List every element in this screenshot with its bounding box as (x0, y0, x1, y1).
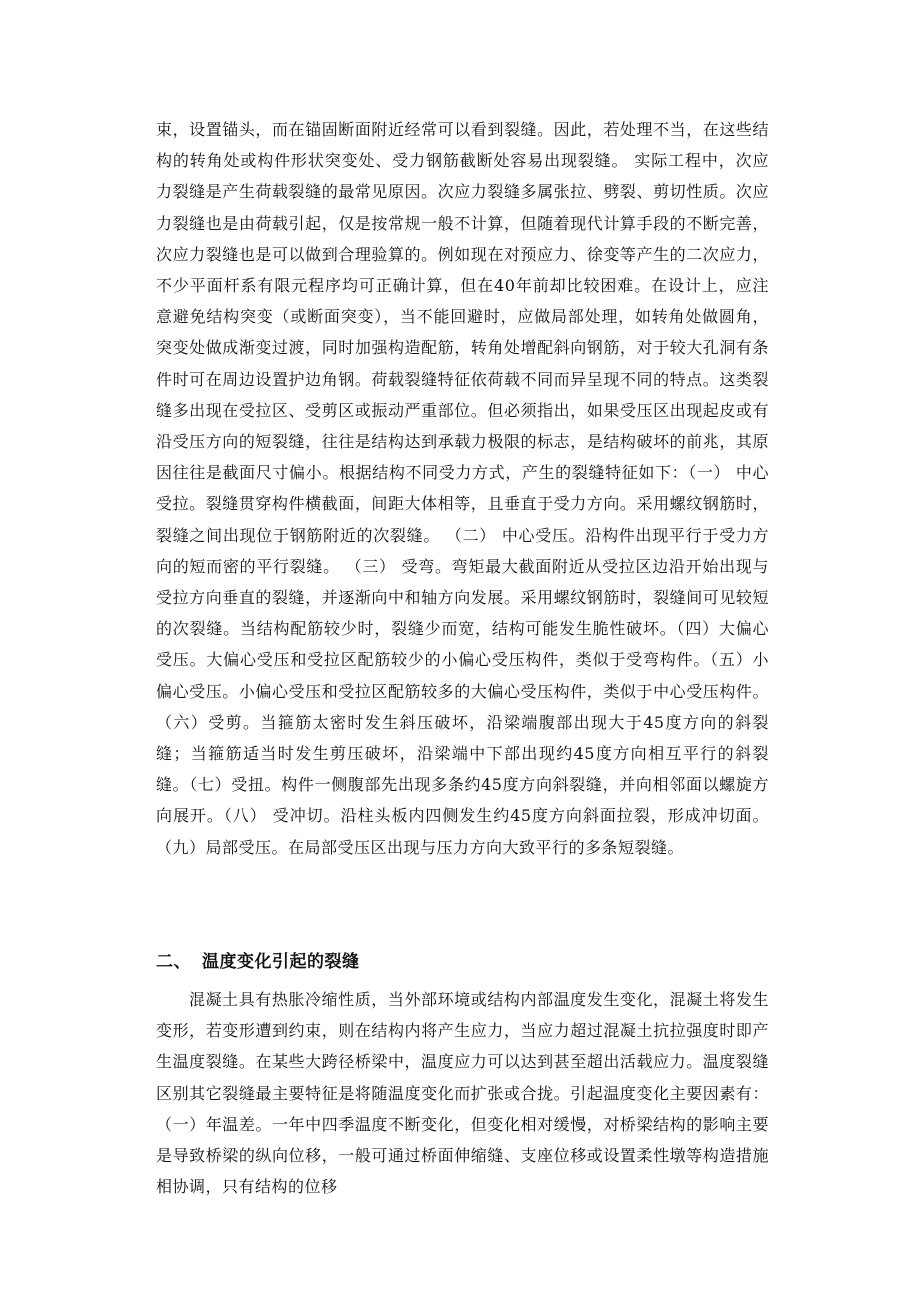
section-heading-number: 二、 (156, 952, 191, 972)
section-heading-title: 温度变化引起的裂缝 (202, 952, 360, 972)
section-heading (156, 948, 769, 976)
body-paragraph-temperature-cracks: 混凝土具有热胀冷缩性质，当外部环境或结构内部温度发生变化，混凝土将发生变形，若变形遭到约束，则在结构内将产生应力，当应力超过混凝土抗拉强度时即产生温度裂缝。在某些大跨径桥梁中，温度应力可以达到甚至超出活载应力。温度裂缝区别其它裂缝最主要特征是将随温度变化而扩张或合拢。引起温度变化主要因素有：（一）年温差。一年中四季温度不断变化，但变化相对缓慢，对桥梁结构的影响主要是导致桥梁的纵向位移，一般可通过桥面伸缩缝、支座位移或设置柔性墩等构造措施相协调，只有结构的位移 (156, 990, 769, 1197)
body-paragraph-load-cracks: 束，设置锚头，而在锚固断面附近经常可以看到裂缝。因此，若处理不当，在这些结构的转角处或构件形状突变处、受力钢筋截断处容易出现裂缝。 实际工程中，次应力裂缝是产生荷载裂缝的最常见原因。次应力裂缝多属张拉、劈裂、剪切性质。次应力裂缝也是由荷载引起，仅是按常规一般不计算，但随着现代计算手段的不断完善，次应力裂缝也是可以做到合理验算的。例如现在对预应力、徐变等产生的二次应力，不少平面杆系有限元程序均可正确计算，但在40年前却比较困难。在设计上，应注意避免结构突变（或断面突变），当不能回避时，应做局部处理，如转角处做圆角，突变处做成渐变过渡，同时加强构造配筋，转角处增配斜向钢筋，对于较大孔洞有条件时可在周边设置护边角钢。荷载裂缝特征依荷载不同而异呈现不同的特点。这类裂缝多出现在受拉区、受剪区或振动严重部位。但必须指出，如果受压区出现起皮或有沿受压方向的短裂缝，往往是结构达到承载力极限的标志，是结构破坏的前兆，其原因往往是截面尺寸偏小。根据结构不同受力方式，产生的裂缝特征如下：（一） 中心受拉。裂缝贯穿构件横截面，间距大体相等，且垂直于受力方向。采用螺纹钢筋时，裂缝之间出现位于钢筋附近的次裂缝。 （二） 中心受压。沿构件出现平行于受力方向的短而密的平行裂缝。 （三） 受弯。弯矩最大截面附近从受拉区边沿开始出现与受拉方向垂直的裂缝，并逐渐向中和轴方向发展。采用螺纹钢筋时，裂缝间可见较短的次裂缝。当结构配筋较少时，裂缝少而宽，结构可能发生脆性破坏。（四）大偏心受压。大偏心受压和受拉区配筋较少的小偏心受压构件，类似于受弯构件。（五）小偏心受压。小偏心受压和受拉区配筋较多的大偏心受压构件，类似于中心受压构件。（六）受剪。当箍筋太密时发生斜压破坏，沿梁端腹部出现大于45度方向的斜裂缝；当箍筋适当时发生剪压破坏，沿梁端中下部出现约45度方向相互平行的斜裂缝。（七）受扭。构件一侧腹部先出现多条约45度方向斜裂缝，并向相邻面以螺旋方向展开。（八） 受冲切。沿柱头板内四侧发生约45度方向斜面拉裂，形成冲切面。 （九）局部受压。在局部受压区出现与压力方向大致平行的多条短裂缝。 (156, 120, 769, 857)
